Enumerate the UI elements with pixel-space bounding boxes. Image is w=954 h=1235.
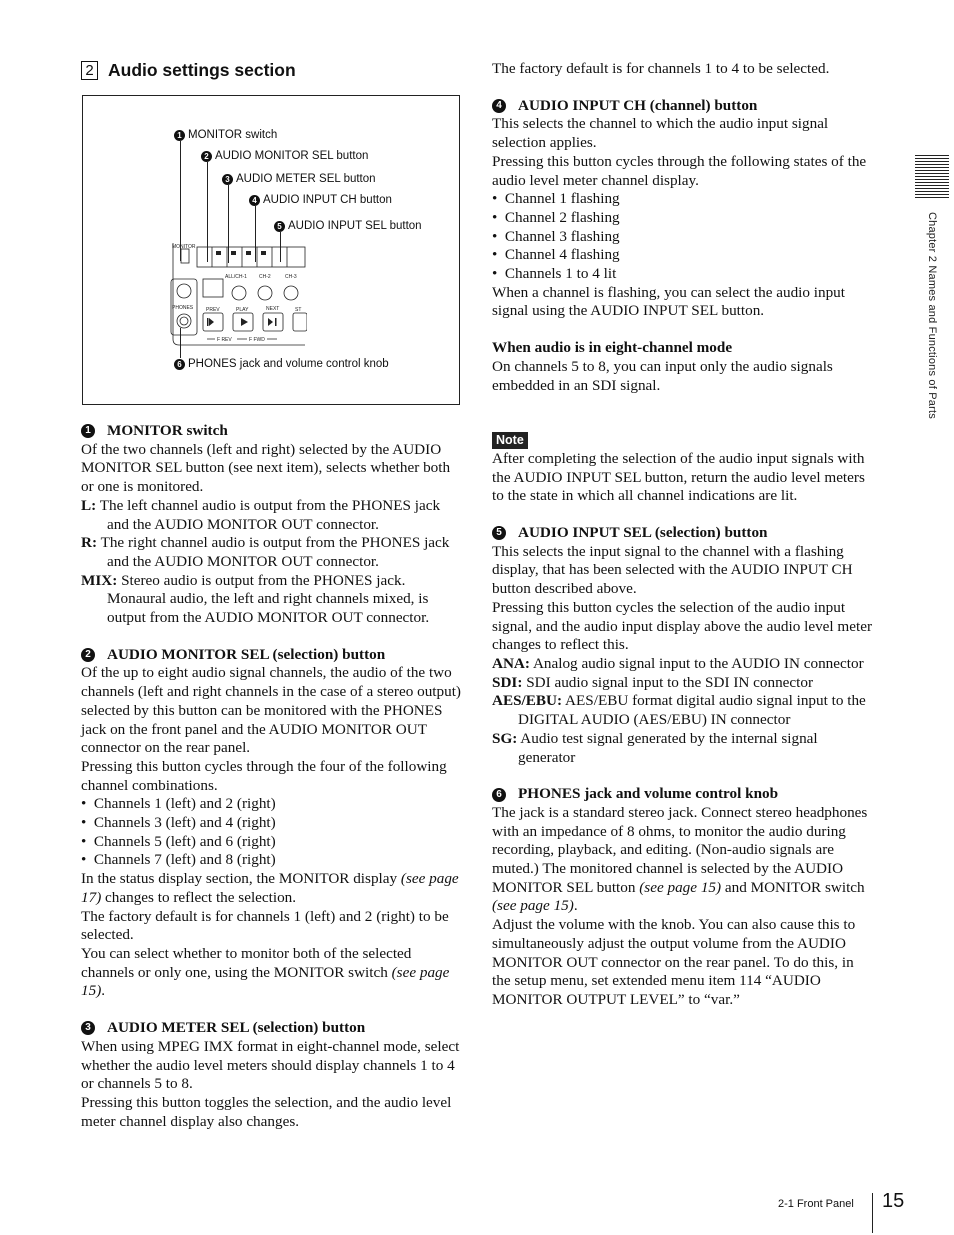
heading-audio-input-ch — [492, 97, 872, 116]
callout-number: 3 — [222, 174, 233, 185]
panel-label-ch3: CH-3 — [285, 274, 297, 280]
panel-illustration — [167, 241, 307, 351]
chapter-tab-marker — [915, 155, 949, 200]
callout-label: AUDIO METER SEL button — [236, 173, 376, 185]
definition-r: R: The right channel audio is output from the PHONES jack and the AUDIO MONITOR OUT connector. — [81, 534, 450, 570]
paragraph: When using MPEG IMX format in eight-channel mode, select whether the audio level meters should display channels 1 to 4 or channels 5 to 8. — [81, 1037, 460, 1093]
definition-ana: ANA: Analog audio signal input to the AUDIO IN connector — [492, 654, 864, 672]
list-item: • Channel 4 flashing — [492, 246, 620, 264]
callout-number: 6 — [174, 359, 185, 370]
item-number-6: 6 — [492, 788, 506, 802]
list-item: • Channel 3 flashing — [492, 227, 620, 245]
item-number-2: 2 — [81, 648, 95, 662]
paragraph: Pressing this button cycles through the four of the following channel combinations. — [81, 757, 447, 794]
panel-figure — [82, 95, 460, 405]
paragraph: The jack is a standard stereo jack. Connect stereo headphones with an impedance of 8 ohms, to monitor the audio during recording, playback, and editing. (Non-audio signals are muted.) The monitored channel is selected by the AUDIO MONITOR SEL button (see page 15) and MONITOR switch (see page 15). — [492, 803, 868, 915]
list-item: • Channels 3 (left) and 4 (right) — [81, 814, 276, 832]
page-number: 15 — [882, 1190, 905, 1212]
heading-text: AUDIO INPUT SEL (selection) button — [518, 524, 768, 542]
paragraph: On channels 5 to 8, you can input only the audio signals embedded in an SDI signal. — [492, 357, 833, 394]
left-column — [81, 422, 462, 1131]
heading-text: AUDIO INPUT CH (channel) button — [518, 96, 758, 114]
page-reference[interactable]: (see page 15) — [492, 897, 574, 915]
panel-label-next: NEXT — [266, 306, 280, 312]
paragraph: Of the two channels (left and right) selected by the AUDIO MONITOR SEL button (see next item), selects whether both or one is monitored. — [81, 440, 451, 496]
heading-audio-input-sel — [492, 524, 872, 543]
page-reference[interactable]: (see page 15) — [81, 963, 450, 1000]
callout-number: 5 — [274, 221, 285, 232]
panel-label-f-fwd: F FWD — [249, 337, 265, 343]
item-number-5: 5 — [492, 526, 506, 540]
heading-text: AUDIO METER SEL (selection) button — [107, 1019, 366, 1037]
paragraph: Pressing this button cycles the selection of the audio input signal, and the audio input display above the audio level meter changes to reflect this. — [492, 598, 873, 654]
definition-sdi: SDI: SDI audio signal input to the SDI IN connector — [492, 673, 814, 691]
panel-label-monitor: MONITOR — [172, 244, 196, 250]
paragraph: The factory default is for channels 1 to 4 to be selected. — [492, 60, 830, 77]
chapter-label: Chapter 2 Names and Functions of Parts — [926, 212, 938, 419]
page-reference[interactable]: (see page 17) — [81, 870, 459, 906]
item-number-4: 4 — [492, 99, 506, 113]
footer-divider — [872, 1193, 873, 1233]
page-reference[interactable]: (see page 15) — [639, 878, 722, 896]
callout-4 — [249, 194, 392, 206]
paragraph: This selects the channel to which the audio input signal selection applies. — [492, 115, 829, 152]
heading-text: AUDIO MONITOR SEL (selection) button — [107, 645, 386, 663]
callout-label: AUDIO MONITOR SEL button — [215, 150, 369, 162]
panel-label-ch2: CH-2 — [259, 274, 271, 280]
section-title-text: Audio settings section — [108, 60, 296, 80]
item-number-1: 1 — [81, 424, 95, 438]
paragraph: Adjust the volume with the knob. You can also cause this to simultaneously adjust the output volume from the AUDIO MONITOR OUT connector on the rear panel. To do this, in the setup menu, set extended menu item 114 “AUDIO MONITOR OUTPUT LEVEL” to “var.” — [492, 916, 856, 1008]
list-item: • Channel 2 flashing — [492, 208, 620, 226]
definition-l: L: The left channel audio is output from the PHONES jack and the AUDIO MONITOR OUT connector. — [81, 496, 441, 533]
definition-sg: SG: Audio test signal generated by the internal signal generator — [492, 729, 818, 766]
callout-3 — [222, 173, 376, 185]
callout-label: AUDIO INPUT SEL button — [288, 220, 422, 232]
panel-label-prev: PREV — [206, 307, 220, 313]
right-column — [492, 60, 872, 1010]
list-item: • Channels 5 (left) and 6 (right) — [81, 832, 276, 850]
callout-number: 1 — [174, 130, 185, 141]
panel-label-f-rev: F REV — [217, 337, 232, 343]
callout-1 — [174, 129, 277, 141]
section-number: 2 — [81, 61, 98, 80]
section-title — [81, 60, 296, 81]
heading-text: PHONES jack and volume control knob — [518, 785, 779, 803]
item-number-3: 3 — [81, 1021, 95, 1035]
list-item: • Channels 1 to 4 lit — [492, 265, 617, 283]
callout-label: PHONES jack and volume control knob — [188, 358, 389, 370]
heading-monitor-switch — [81, 422, 462, 441]
heading-text: MONITOR switch — [107, 422, 228, 439]
list-item: • Channel 1 flashing — [492, 190, 620, 208]
paragraph: Pressing this button toggles the selection, and the audio level meter channel display also changes. — [81, 1093, 452, 1130]
definition-aes-ebu: AES/EBU: AES/EBU format digital audio signal input to the DIGITAL AUDIO (AES/EBU) IN connector — [492, 692, 866, 729]
paragraph: You can select whether to monitor both of the selected channels or only one, using the MONITOR switch (see page 15). — [81, 944, 450, 1000]
callout-number: 4 — [249, 195, 260, 206]
definition-mix: MIX: Stereo audio is output from the PHONES jack. Monaural audio, the left and right channels mixed, is output from the AUDIO MONITOR OUT connector. — [81, 571, 430, 627]
note-badge: Note — [492, 432, 528, 449]
heading-audio-meter-sel — [81, 1019, 462, 1038]
list-item: • Channels 1 (left) and 2 (right) — [81, 795, 276, 813]
paragraph: In the status display section, the MONITOR display (see page 17) changes to reflect the selection. — [81, 870, 459, 906]
heading-audio-monitor-sel — [81, 646, 462, 665]
paragraph: When a channel is flashing, you can select the audio input signal using the AUDIO INPUT SEL button. — [492, 283, 845, 320]
panel-label-phones: PHONES — [172, 305, 194, 311]
note-label-row — [492, 431, 872, 450]
callout-6 — [174, 358, 389, 370]
paragraph: This selects the input signal to the channel with a flashing display, that has been selected with the AUDIO INPUT CH button described above. — [492, 542, 853, 598]
footer-section-label: 2-1 Front Panel — [778, 1198, 854, 1210]
panel-label-play: PLAY — [236, 307, 249, 313]
callout-2 — [201, 150, 368, 162]
paragraph: Pressing this button cycles through the following states of the audio level meter channel display. — [492, 152, 867, 189]
callout-number: 2 — [201, 151, 212, 162]
subheading: When audio is in eight-channel mode — [492, 339, 733, 357]
callout-label: AUDIO INPUT CH button — [263, 194, 392, 206]
heading-phones-jack — [492, 785, 872, 804]
paragraph: The factory default is for channels 1 (left) and 2 (right) to be selected. — [81, 907, 449, 944]
callout-label: MONITOR switch — [188, 129, 278, 141]
list-item: • Channels 7 (left) and 8 (right) — [81, 851, 276, 869]
note-text: After completing the selection of the audio input signals with the AUDIO INPUT SEL button, return the audio level meters to the state in which all channel indications are lit. — [492, 449, 865, 505]
paragraph: Of the up to eight audio signal channels, the audio of the two channels (left and right channels in the case of a stereo output) selected by this button can be monitored with the PHONES jack on the front panel and the AUDIO MONITOR OUT connector on the rear panel. — [81, 664, 461, 757]
panel-label-st: ST — [295, 307, 302, 313]
callout-5 — [274, 220, 422, 232]
panel-label-all-ch1: ALL/CH-1 — [225, 274, 247, 280]
